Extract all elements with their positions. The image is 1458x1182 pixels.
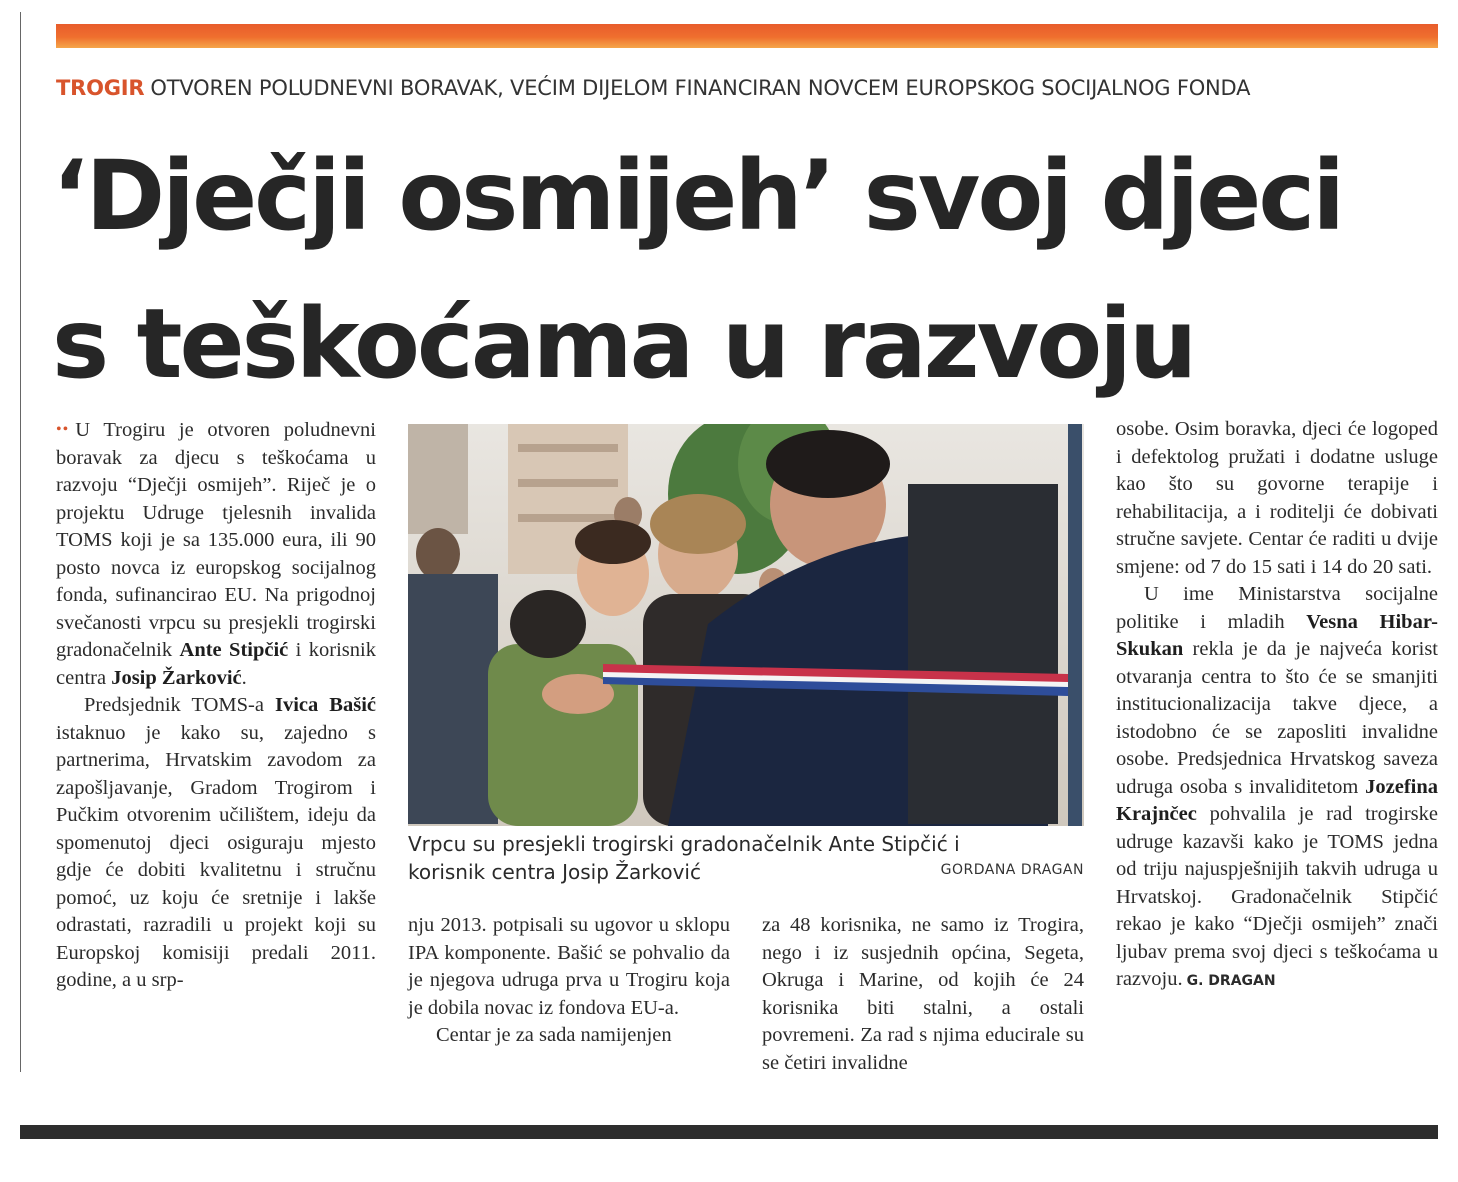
byline: G. DRAGAN [1186,973,1276,989]
person-name: Jozefina Krajnčec [1116,775,1438,825]
text-run: . [241,666,247,689]
paragraph [1116,581,1438,996]
person-name: Ivica Bašić [275,694,376,716]
article-column-3 [762,912,1084,1077]
top-color-bar [56,24,1438,48]
text-run: U ime Ministarstva socijalne politike i mladih [1116,583,1438,633]
paragraph: osobe. Osim boravka, djeci će logoped i defektolog pružati i dodatne usluge kao što su govorne terapije i rehabilitacija, a i roditelji će dobivati stručne savjete. Centar će raditi u dvije smjene: od 7 do 15 sati i 14 do 20 sati. [1116,418,1438,578]
caption-line-2: korisnik centra Josip Žarković [408,860,701,884]
paragraph [56,416,376,692]
article-photo [408,424,1084,826]
text-run: i korisnik centra [56,639,376,689]
text-run: U Trogiru je otvoren poludnevni boravak za djecu s teškoćama u razvoju “Dječji osmijeh”. Riječ je o projektu Udruge tjelesnih invalida TOMS koji je sa 135.000 eura, ili 90 posto novca iz europskog socijalnog fonda, sufinancirao EU. Na prigodnoj svečanosti vrpcu su presjekli trogirski gradonačelnik [56,419,376,661]
headline-line-1: ‘Dječji osmijeh’ svoj djeci [52,140,1343,252]
paragraph: nju 2013. potpisali su ugovor u sklopu IPA komponente. Bašić se pohvalio da je njegova udruga prva u Trogiru koja je dobila novac iz fondova EU-a. [408,914,730,1019]
article-column-2 [408,912,730,1050]
headline [52,122,1442,418]
text-run: Predsjednik TOMS-a [84,694,275,716]
paragraph [56,692,376,995]
person-name: Josip Žarković [111,666,242,689]
article-column-4 [1116,416,1438,996]
kicker-text: OTVOREN POLUDNEVNI BORAVAK, VEĆIM DIJELOM FINANCIRAN NOVCEM EUROPSKOG SOCIJALNOG FONDA [150,76,1251,100]
text-run: rekla je da je najveća korist otvaranja centra to što će se smanjiti institucionalizacija takve djece, a istodobno će se zaposliti invalidne osobe. Predsjednica Hrvatskog saveza udruga osoba s invaliditetom [1116,638,1438,798]
bottom-rule [20,1125,1438,1139]
text-run: pohvalila je rad trogirske udruge kazavši kako je TOMS jedna od triju najuspješnijih takvih udruga u Hrvatskoj. Gradonačelnik Stipčić rekao je kako “Dječji osmijeh” znači ljubav prema svoj djeci s teškoćama u razvoju. [1116,803,1438,990]
caption-line-1: Vrpcu su presjekli trogirski gradonačelnik Ante Stipčić i [408,832,960,856]
text-run: istaknuo je kako su, zajedno s partnerima, Hrvatskim zavodom za zapošljavanje, Gradom Trogirom i Pučkim otvorenim učilištem, ideju da spomenutoj djeci osiguraju mjesto gdje će dobiti kvalitetnu i stručnu pomoć, uz koju će sretnije i lakše odrastati, razradili u projekt koji su Europskoj komisiji predali 2011. godine, a u srp- [56,721,376,991]
paragraph: za 48 korisnika, ne samo iz Trogira, nego i iz susjednih općina, Segeta, Okruga i Marine, od kojih će 24 korisnika biti stalni, a ostali povremeni. Za rad s njima educirale su se četiri invalidne [762,914,1084,1074]
lead-bullet: •• [56,421,70,438]
photo-credit: GORDANA DRAGAN [940,862,1084,878]
headline-line-2: s teškoćama u razvoju [52,288,1195,400]
ribbon-cutting-photo [408,424,1084,826]
person-name: Ante Stipčić [179,639,289,661]
paragraph: Centar je za sada namijenjen [436,1024,672,1046]
kicker-place: TROGIR [56,76,145,100]
person-name: Vesna Hibar-Skukan [1116,610,1438,660]
kicker [56,76,1446,100]
article-column-1 [56,416,376,995]
left-margin-rule [20,12,21,1072]
